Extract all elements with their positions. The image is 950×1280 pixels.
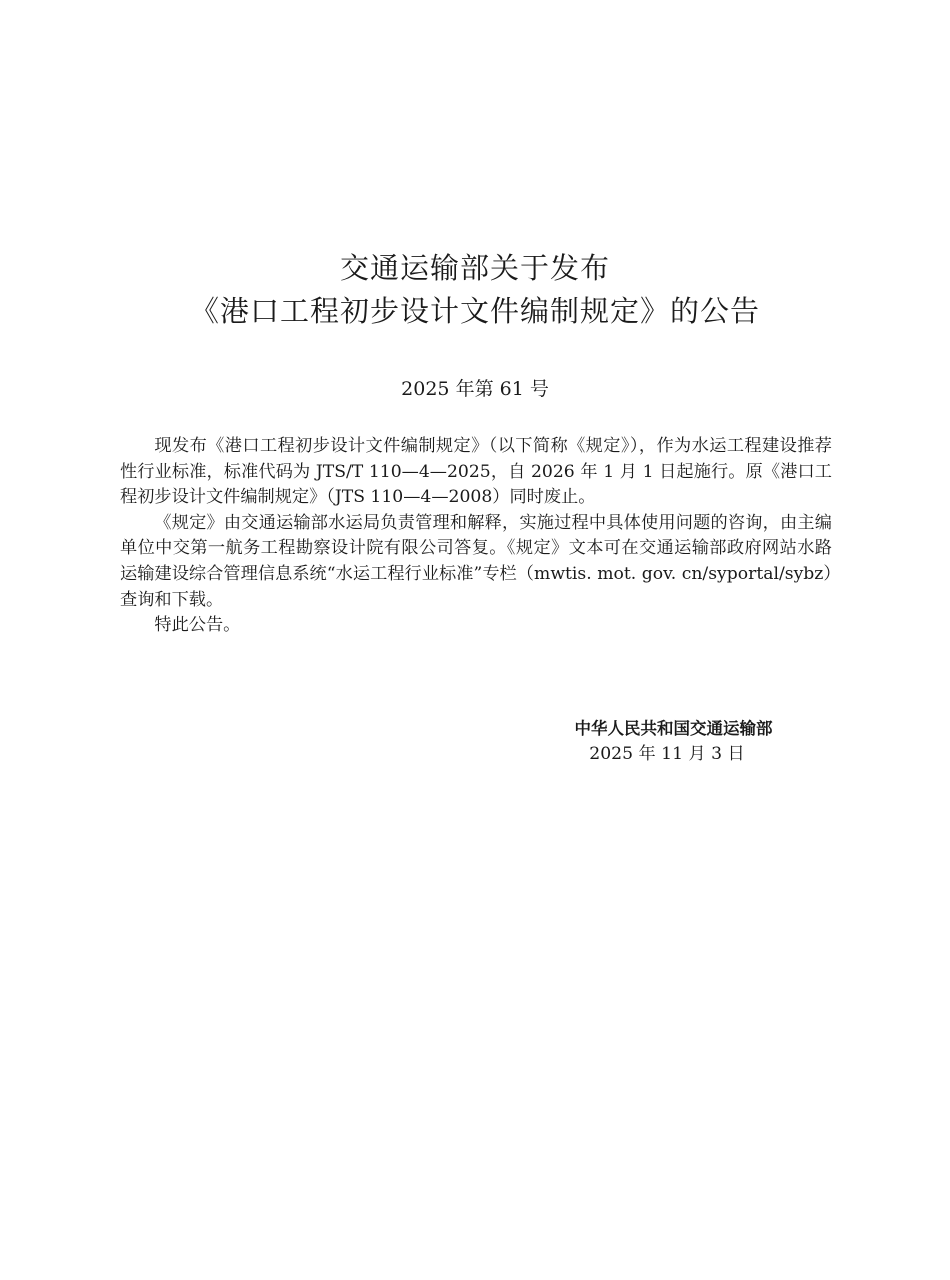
body-paragraph: 《规定》由交通运输部水运局负责管理和解释，实施过程中具体使用问题的咨询，由主编单位中交第一航务工程勘察设计院有限公司答复。《规定》文本可在交通运输部政府网站水路运输建设综合管理信息系统“水运工程行业标准”专栏（mwtis. mot. gov. cn/syportal/sybz）查询和下载。 xyxy=(120,512,832,610)
announcement-number: 2025 年第 61 号 xyxy=(401,378,549,400)
body-paragraph: 现发布《港口工程初步设计文件编制规定》（以下简称《规定》），作为水运工程建设推荐性行业标准，标准代码为 JTS/T 110—4—2025，自 2026 年 1 月 1 日起施行。原《港口工程初步设计文件编制规定》（JTS 110—4—2008）同时废止。 xyxy=(120,436,832,508)
issuer-name: 中华人民共和国交通运输部 xyxy=(574,719,773,738)
signature-block xyxy=(540,716,840,767)
body-paragraph: 特此公告。 xyxy=(154,615,241,636)
announcement-title-line1: 交通运输部关于发布 xyxy=(339,251,610,285)
issue-date: 2025 年 11 月 3 日 xyxy=(589,743,745,764)
announcement-body xyxy=(120,434,832,639)
announcement-title-line2: 《港口工程初步设计文件编制规定》的公告 xyxy=(189,294,760,328)
